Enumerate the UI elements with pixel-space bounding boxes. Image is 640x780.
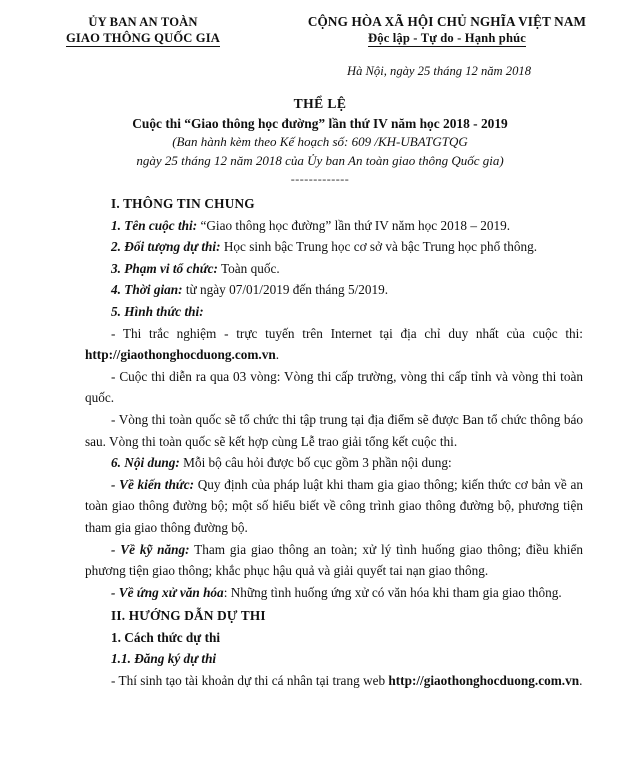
form-bullet-1-suffix: . bbox=[275, 347, 280, 363]
section-item-2-label: 2. Đối tượng dự thi: bbox=[111, 239, 221, 255]
section-item-1-text: “Giao thông học đường” lần thứ IV năm học 2018 – 2019. bbox=[197, 217, 511, 233]
title-separator: ------------- bbox=[290, 172, 350, 186]
document-masthead bbox=[0, 0, 640, 47]
form-bullet-3: - Vòng thi toàn quốc sẽ tổ chức thi tập trung tại địa điểm sẽ được Ban tổ chức thông báo sau. Vòng thi toàn quốc sẽ kết hợp cùng Lễ trao giải tổng kết cuộc thi. bbox=[85, 411, 583, 449]
content-bullet-skills-text: Tham gia giao thông an toàn; xử lý tình huống giao thông; điều khiển phương tiện giao thông; khắc phục hậu quả và giải quyết tai nạn giao thông. bbox=[85, 541, 583, 579]
section-item-1-label: 1. Tên cuộc thi: bbox=[111, 217, 198, 233]
national-header-block bbox=[268, 14, 640, 47]
national-motto-text: Độc lập - Tự do - Hạnh phúc bbox=[368, 31, 526, 45]
section-item-5 bbox=[85, 301, 583, 323]
contest-website-url-1: http://giaothonghocduong.com.vn bbox=[85, 347, 276, 363]
section-heading-2: II. HƯỚNG DẪN DỰ THI bbox=[111, 608, 266, 624]
subsection-heading-1-text: 1. Cách thức dự thi bbox=[111, 629, 221, 645]
form-bullet-1-text: - Thi trắc nghiệm - trực tuyến trên Internet tại địa chỉ duy nhất của cuộc thi: bbox=[111, 325, 583, 341]
section-item-3-text: Toàn quốc. bbox=[217, 260, 280, 276]
section-item-6 bbox=[85, 452, 583, 474]
subsection-heading-1-1-text: 1.1. Đăng ký dự thi bbox=[111, 651, 217, 667]
document-body bbox=[0, 193, 640, 692]
section-item-6-text: Mỗi bộ câu hỏi được bố cục gồm 3 phần nội dung: bbox=[179, 455, 452, 471]
registration-paragraph-text: - Thí sinh tạo tài khoản dự thi cá nhân tại trang web bbox=[111, 673, 389, 689]
section-item-4 bbox=[85, 279, 583, 301]
content-bullet-skills bbox=[85, 539, 583, 582]
document-subtitle: Cuộc thi “Giao thông học đường” lần thứ IV năm học 2018 - 2019 bbox=[132, 116, 508, 131]
section-item-1 bbox=[85, 215, 583, 237]
section-item-3 bbox=[85, 258, 583, 280]
subsection-heading-1 bbox=[85, 627, 583, 649]
content-bullet-culture-label: - Về ứng xử văn hóa bbox=[111, 584, 224, 600]
national-motto bbox=[268, 30, 626, 47]
registration-paragraph bbox=[85, 670, 583, 692]
section-item-6-label: 6. Nội dung: bbox=[111, 455, 180, 471]
content-bullet-culture-text: Những tình huống ứng xử có văn hóa khi tham gia giao thông. bbox=[227, 584, 562, 600]
section-item-2 bbox=[85, 236, 583, 258]
issuing-authority-block bbox=[0, 14, 268, 47]
form-bullet-1 bbox=[85, 323, 583, 366]
content-bullet-knowledge-label: - Về kiến thức: bbox=[111, 476, 195, 492]
registration-paragraph-suffix: . bbox=[579, 673, 583, 689]
section-item-2-text: Học sinh bậc Trung học cơ sở và bậc Trung học phổ thông. bbox=[220, 239, 538, 255]
issuing-authority-line-2-text: GIAO THÔNG QUỐC GIA bbox=[65, 31, 221, 45]
subsection-heading-1-1 bbox=[85, 648, 583, 670]
issuing-authority-line-1: ỦY BAN AN TOÀN bbox=[88, 15, 198, 29]
national-name: CỘNG HÒA XÃ HỘI CHỦ NGHĨA VIỆT NAM bbox=[307, 14, 587, 29]
content-bullet-culture bbox=[85, 582, 583, 604]
content-bullet-skills-label: - Về kỹ năng: bbox=[111, 541, 190, 557]
title-block bbox=[0, 95, 640, 187]
content-bullet-culture-punct: : bbox=[223, 584, 228, 600]
content-bullet-knowledge-text: Quy định của pháp luật khi tham gia giao thông; kiến thức cơ bản về an toàn giao thông đường bộ; một số hiểu biết về công trình giao thông đường bộ, phương tiện tham gia giao thông đường bộ. bbox=[85, 476, 583, 535]
section-item-4-text: từ ngày 07/01/2019 đến tháng 5/2019. bbox=[182, 282, 389, 298]
section-item-4-label: 4. Thời gian: bbox=[111, 282, 183, 298]
content-bullet-knowledge bbox=[85, 474, 583, 539]
dateline: Hà Nội, ngày 25 tháng 12 năm 2018 bbox=[346, 64, 531, 78]
document-title: THỂ LỆ bbox=[293, 96, 347, 111]
form-bullet-2: - Cuộc thi diễn ra qua 03 vòng: Vòng thi cấp trường, vòng thi cấp tỉnh và vòng thi toàn quốc. bbox=[85, 368, 583, 406]
section-heading-1: I. THÔNG TIN CHUNG bbox=[111, 196, 255, 211]
section-item-5-label: 5. Hình thức thi: bbox=[111, 303, 204, 319]
issuance-reference-line-1: (Ban hành kèm theo Kế hoạch số: 609 /KH-UBATGTQG bbox=[172, 134, 468, 149]
issuance-reference-line-2: ngày 25 tháng 12 năm 2018 của Ủy ban An toàn giao thông Quốc gia) bbox=[136, 152, 504, 168]
contest-website-url-2: http://giaothonghocduong.com.vn bbox=[388, 673, 580, 689]
issuing-authority-line-2 bbox=[18, 30, 268, 47]
section-item-3-label: 3. Phạm vi tổ chức: bbox=[111, 260, 218, 276]
